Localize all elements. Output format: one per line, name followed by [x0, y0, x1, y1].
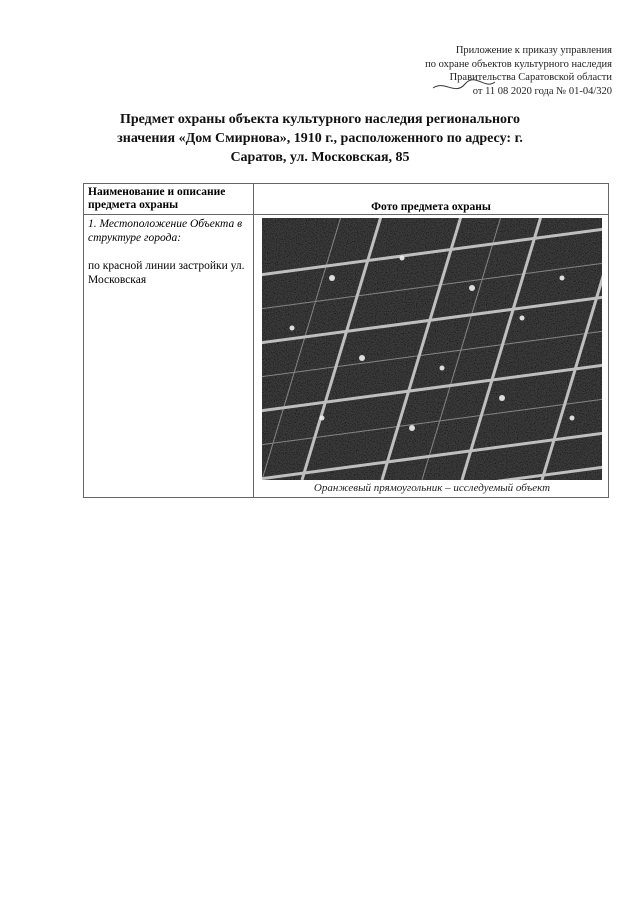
item-text: по красной линии застройки ул. Московская [88, 260, 245, 286]
aerial-photo [262, 218, 602, 480]
photo-caption: Оранжевый прямоугольник – исследуемый объект [313, 482, 551, 494]
item-title: 1. Местоположение Объекта в структуре города: [88, 218, 243, 244]
table-row [84, 215, 609, 498]
order-header [352, 44, 612, 98]
header-line-2: по охране объектов культурного наследия [425, 58, 612, 70]
table-header-row [84, 184, 609, 215]
col-header-description: Наименование и описание предмета охраны [84, 184, 254, 215]
protection-table [83, 183, 609, 498]
item-description-cell [84, 215, 254, 498]
header-line-4: от 11 08 2020 года № 01-04/320 [472, 85, 612, 97]
photo-cell [254, 215, 609, 498]
header-line-3: Правительства Саратовской области [449, 72, 612, 83]
header-line-1: Приложение к приказу управления [455, 45, 612, 56]
col-header-photo: Фото предмета охраны [254, 184, 609, 215]
page-title: Предмет охраны объекта культурного наследия регионального значения «Дом Смирнова», 1910 г., расположенного по адресу: г. Саратов, ул. Московская, 85 [117, 112, 523, 165]
